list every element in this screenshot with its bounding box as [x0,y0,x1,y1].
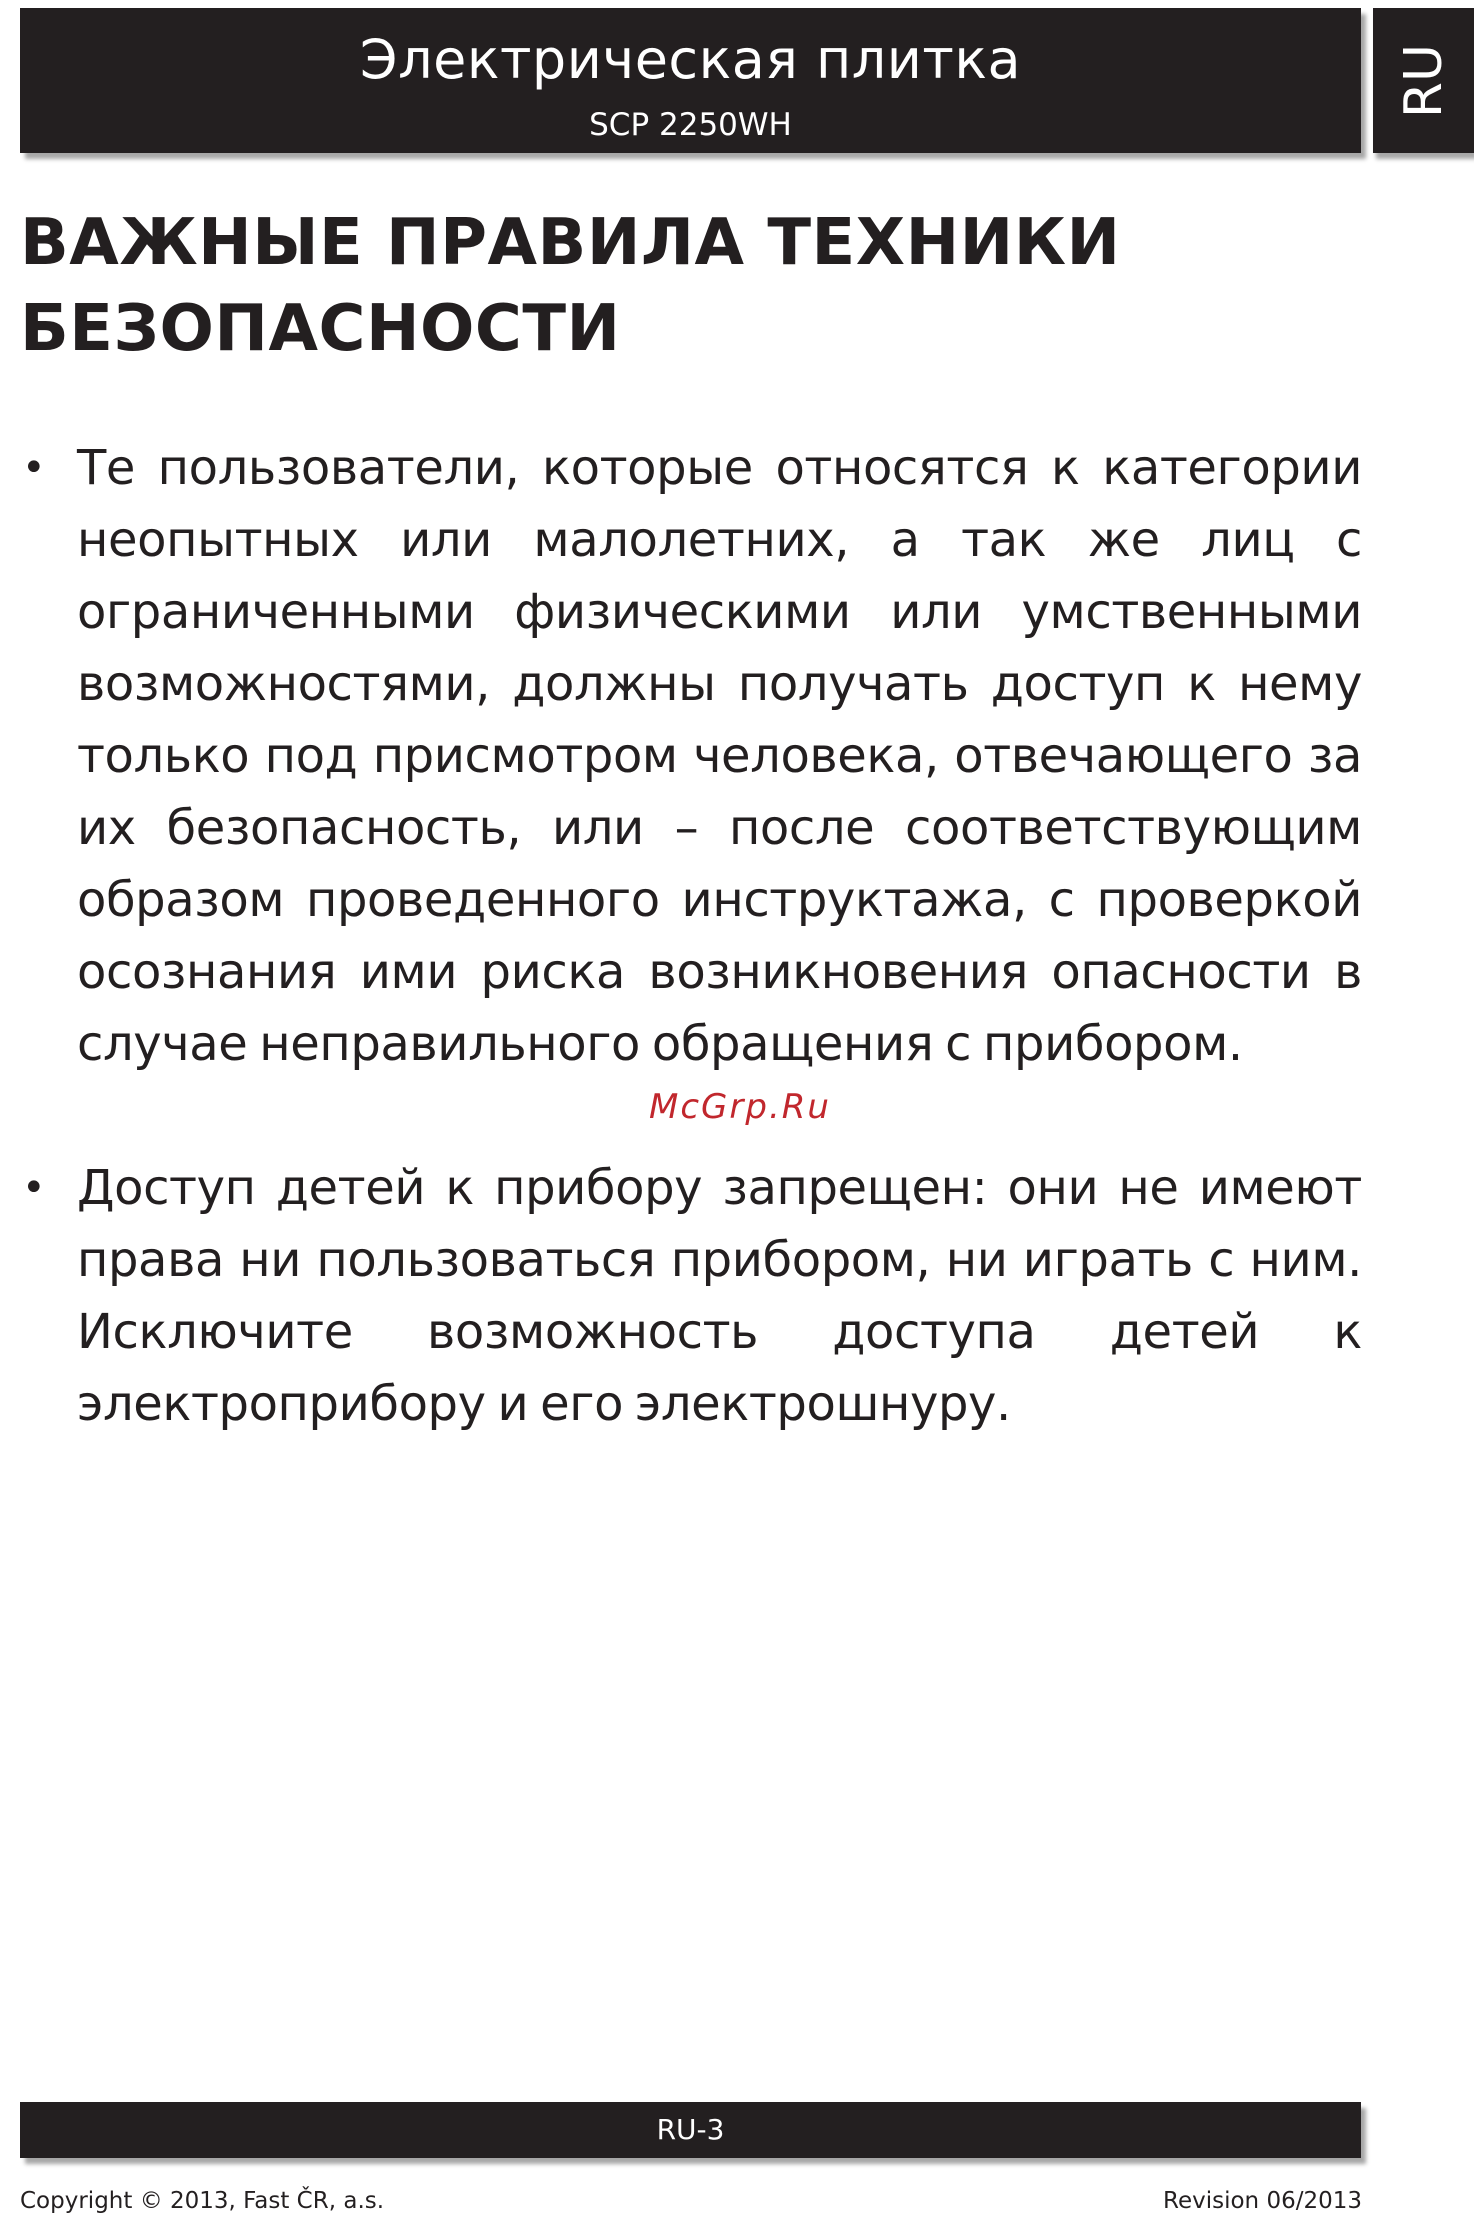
bullet-icon: • [22,445,46,491]
safety-rule [20,432,1362,1080]
safety-rule-text: Доступ детей к прибору запрещен: они не имеют права ни пользоваться прибором, ни играть с ним. Исключите возможность доступа детей к электроприбору и его электрошнуру. [77,1160,1362,1432]
document-title: Электрическая плитка [359,28,1022,91]
header-bar [20,8,1361,153]
copyright-notice: Copyright © 2013, Fast ČR, a.s. [20,2188,385,2214]
bullet-icon: • [22,1165,46,1211]
section-heading-line-1: ВАЖНЫЕ ПРАВИЛА ТЕХНИКИ [20,206,1121,280]
page-number: RU-3 [656,2113,725,2146]
section-heading-line-2: БЕЗОПАСНОСТИ [20,292,621,366]
model-number: SCP 2250WH [589,107,792,143]
safety-rule [20,1152,1362,1440]
page-number-bar [20,2102,1361,2158]
safety-rules-list [20,432,1362,1440]
safety-rule-text: Те пользователи, которые относятся к категории неопытных или малолетних, а так же лиц с ограниченными физическими или умственными возможностями, должны получать доступ к нему только под присмотром человека, отвечающего за их безопасность, или – после соответствующим образом проведенного инструктажа, с проверкой осознания ими риска возникновения опасности в случае неправильного обращения с прибором. [77,440,1362,1072]
revision-label: Revision 06/2013 [1163,2188,1362,2214]
watermark: McGrp.Ru [649,1087,831,1127]
language-tab [1373,8,1474,153]
section-heading [20,200,1360,372]
language-label: RU [1393,43,1454,118]
